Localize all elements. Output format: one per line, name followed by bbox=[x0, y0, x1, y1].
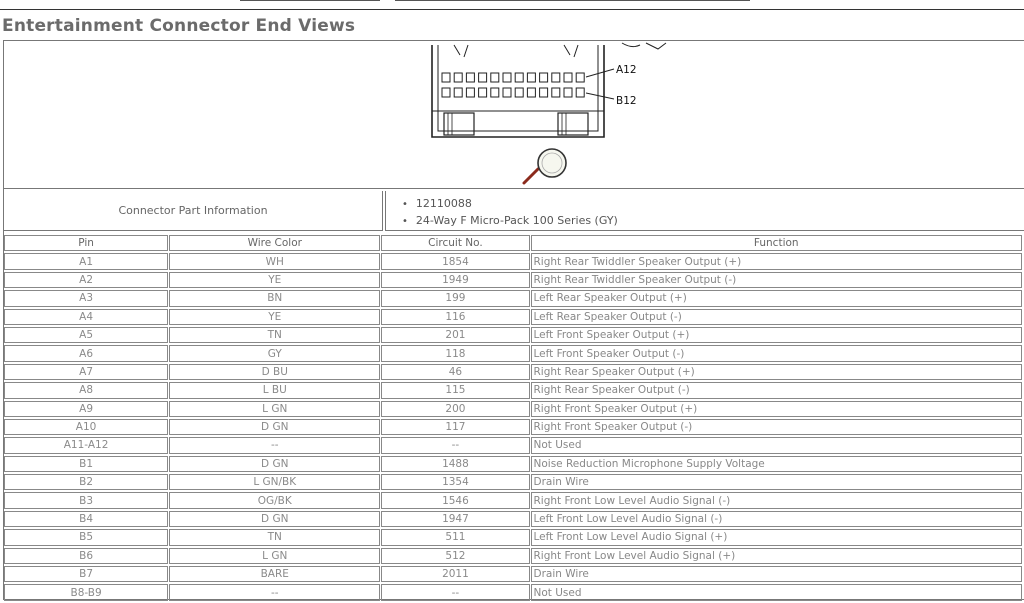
wire-color-cell: D BU bbox=[169, 364, 380, 380]
circuit-no-cell: 1949 bbox=[381, 272, 529, 288]
connector-figure-cell bbox=[4, 41, 1024, 189]
page-title: Entertainment Connector End Views bbox=[2, 16, 356, 36]
pin-table-header bbox=[4, 235, 1022, 251]
wire-color-cell: -- bbox=[169, 584, 380, 600]
pin-cavity bbox=[515, 88, 523, 97]
pin-cavity bbox=[576, 73, 584, 82]
pin-cavity bbox=[491, 73, 499, 82]
wire-color-cell: D GN bbox=[169, 456, 380, 472]
circuit-no-cell: 200 bbox=[381, 401, 529, 417]
table-row bbox=[4, 492, 1022, 508]
pin-cavity bbox=[564, 73, 572, 82]
header-divider bbox=[0, 9, 1024, 10]
table-row bbox=[4, 272, 1022, 288]
pin-cell: A10 bbox=[4, 419, 168, 435]
pin-cell: A3 bbox=[4, 290, 168, 306]
function-cell: Left Front Speaker Output (-) bbox=[531, 345, 1023, 361]
table-row bbox=[4, 327, 1022, 343]
pin-cavity bbox=[454, 73, 462, 82]
pin-cell: A7 bbox=[4, 364, 168, 380]
table-row bbox=[4, 474, 1022, 490]
table-row bbox=[4, 382, 1022, 398]
wire-color-cell: -- bbox=[169, 437, 380, 453]
function-cell: Drain Wire bbox=[531, 474, 1023, 490]
pin-cell: A5 bbox=[4, 327, 168, 343]
function-cell: Right Front Speaker Output (-) bbox=[531, 419, 1023, 435]
header-wire-color: Wire Color bbox=[169, 235, 380, 251]
pin-table bbox=[3, 233, 1023, 603]
header-pin: Pin bbox=[4, 235, 168, 251]
wire-color-cell: L BU bbox=[169, 382, 380, 398]
function-cell: Right Rear Speaker Output (+) bbox=[531, 364, 1023, 380]
function-cell: Right Rear Twiddler Speaker Output (+) bbox=[531, 253, 1023, 269]
wire-color-cell: L GN bbox=[169, 401, 380, 417]
circuit-no-cell: 199 bbox=[381, 290, 529, 306]
wire-color-cell: YE bbox=[169, 309, 380, 325]
circuit-no-cell: 116 bbox=[381, 309, 529, 325]
function-cell: Drain Wire bbox=[531, 566, 1023, 582]
nav-link-underline[interactable] bbox=[240, 0, 380, 1]
connector-part-info-label: Connector Part Information bbox=[4, 191, 383, 231]
pin-cell: B6 bbox=[4, 548, 168, 564]
pin-cavity bbox=[491, 88, 499, 97]
pin-cell: A4 bbox=[4, 309, 168, 325]
circuit-no-cell: 46 bbox=[381, 364, 529, 380]
pin-cell: A8 bbox=[4, 382, 168, 398]
wire-color-cell: YE bbox=[169, 272, 380, 288]
table-row bbox=[4, 456, 1022, 472]
wire-color-cell: D GN bbox=[169, 419, 380, 435]
callout-b12: B12 bbox=[616, 95, 637, 107]
pin-cell: B3 bbox=[4, 492, 168, 508]
table-row bbox=[4, 309, 1022, 325]
circuit-no-cell: 201 bbox=[381, 327, 529, 343]
circuit-no-cell: 2011 bbox=[381, 566, 529, 582]
table-row bbox=[4, 401, 1022, 417]
circuit-no-cell: 118 bbox=[381, 345, 529, 361]
table-row bbox=[4, 548, 1022, 564]
circuit-no-cell: 117 bbox=[381, 419, 529, 435]
wire-color-cell: OG/BK bbox=[169, 492, 380, 508]
table-row bbox=[4, 419, 1022, 435]
connector-part-info-values bbox=[385, 191, 1024, 231]
part-number: • 12110088 bbox=[402, 195, 1024, 212]
table-row bbox=[4, 511, 1022, 527]
header-circuit-no: Circuit No. bbox=[381, 235, 529, 251]
wire-color-cell: GY bbox=[169, 345, 380, 361]
pin-cell: B1 bbox=[4, 456, 168, 472]
pin-cell: A6 bbox=[4, 345, 168, 361]
function-cell: Left Rear Speaker Output (-) bbox=[531, 309, 1023, 325]
function-cell: Right Rear Speaker Output (-) bbox=[531, 382, 1023, 398]
pin-cell: A1 bbox=[4, 253, 168, 269]
pin-cell: B5 bbox=[4, 529, 168, 545]
pin-cavity bbox=[442, 73, 450, 82]
table-row bbox=[4, 566, 1022, 582]
nav-link-underline[interactable] bbox=[395, 0, 750, 1]
pin-cavity bbox=[466, 88, 474, 97]
pin-cavity bbox=[564, 88, 572, 97]
function-cell: Not Used bbox=[531, 437, 1023, 453]
wire-color-cell: TN bbox=[169, 529, 380, 545]
function-cell: Right Front Low Level Audio Signal (-) bbox=[531, 492, 1023, 508]
header-function: Function bbox=[531, 235, 1023, 251]
function-cell: Not Used bbox=[531, 584, 1023, 600]
pin-cavity bbox=[442, 88, 450, 97]
pin-cavity bbox=[515, 73, 523, 82]
pin-cavity bbox=[503, 73, 511, 82]
connector-part-info-row bbox=[4, 191, 1024, 231]
pin-cavity bbox=[540, 73, 548, 82]
table-row bbox=[4, 364, 1022, 380]
pin-cell: B7 bbox=[4, 566, 168, 582]
circuit-no-cell: 1947 bbox=[381, 511, 529, 527]
table-row bbox=[4, 345, 1022, 361]
circuit-no-cell: 1488 bbox=[381, 456, 529, 472]
pin-cavity bbox=[527, 88, 535, 97]
wire-color-cell: BN bbox=[169, 290, 380, 306]
function-cell: Right Front Speaker Output (+) bbox=[531, 401, 1023, 417]
pin-cavity bbox=[527, 73, 535, 82]
wire-color-cell: L GN/BK bbox=[169, 474, 380, 490]
top-nav-rule bbox=[0, 0, 1024, 12]
circuit-no-cell: 1854 bbox=[381, 253, 529, 269]
pin-cavity bbox=[479, 73, 487, 82]
table-row bbox=[4, 253, 1022, 269]
wire-color-cell: TN bbox=[169, 327, 380, 343]
pin-cell: A9 bbox=[4, 401, 168, 417]
table-row bbox=[4, 529, 1022, 545]
magnifier-icon[interactable] bbox=[524, 149, 566, 183]
circuit-no-cell: 511 bbox=[381, 529, 529, 545]
connector-end-view-drawing bbox=[414, 41, 694, 189]
table-row bbox=[4, 290, 1022, 306]
wire-color-cell: D GN bbox=[169, 511, 380, 527]
table-row bbox=[4, 437, 1022, 453]
circuit-no-cell: 1546 bbox=[381, 492, 529, 508]
pin-cavity bbox=[503, 88, 511, 97]
function-cell: Left Front Low Level Audio Signal (+) bbox=[531, 529, 1023, 545]
circuit-no-cell: 115 bbox=[381, 382, 529, 398]
wire-color-cell: BARE bbox=[169, 566, 380, 582]
pin-cavity bbox=[479, 88, 487, 97]
pin-cavity bbox=[552, 88, 560, 97]
pin-cell: B8-B9 bbox=[4, 584, 168, 600]
table-row bbox=[4, 584, 1022, 600]
function-cell: Noise Reduction Microphone Supply Voltage bbox=[531, 456, 1023, 472]
pin-cell: A11-A12 bbox=[4, 437, 168, 453]
function-cell: Left Rear Speaker Output (+) bbox=[531, 290, 1023, 306]
function-cell: Left Front Low Level Audio Signal (-) bbox=[531, 511, 1023, 527]
pin-cell: B4 bbox=[4, 511, 168, 527]
wire-color-cell: L GN bbox=[169, 548, 380, 564]
circuit-no-cell: -- bbox=[381, 437, 529, 453]
function-cell: Left Front Speaker Output (+) bbox=[531, 327, 1023, 343]
function-cell: Right Rear Twiddler Speaker Output (-) bbox=[531, 272, 1023, 288]
function-cell: Right Front Low Level Audio Signal (+) bbox=[531, 548, 1023, 564]
pin-cell: B2 bbox=[4, 474, 168, 490]
circuit-no-cell: 1354 bbox=[381, 474, 529, 490]
pin-cell: A2 bbox=[4, 272, 168, 288]
circuit-no-cell: 512 bbox=[381, 548, 529, 564]
callout-a12: A12 bbox=[616, 64, 637, 76]
pin-cavity bbox=[466, 73, 474, 82]
pin-cavity bbox=[540, 88, 548, 97]
circuit-no-cell: -- bbox=[381, 584, 529, 600]
pin-cavity bbox=[576, 88, 584, 97]
connector-table-frame bbox=[3, 40, 1024, 600]
pin-cavity bbox=[454, 88, 462, 97]
wire-color-cell: WH bbox=[169, 253, 380, 269]
connector-description: • 24-Way F Micro-Pack 100 Series (GY) bbox=[402, 212, 1024, 229]
pin-cavity bbox=[552, 73, 560, 82]
